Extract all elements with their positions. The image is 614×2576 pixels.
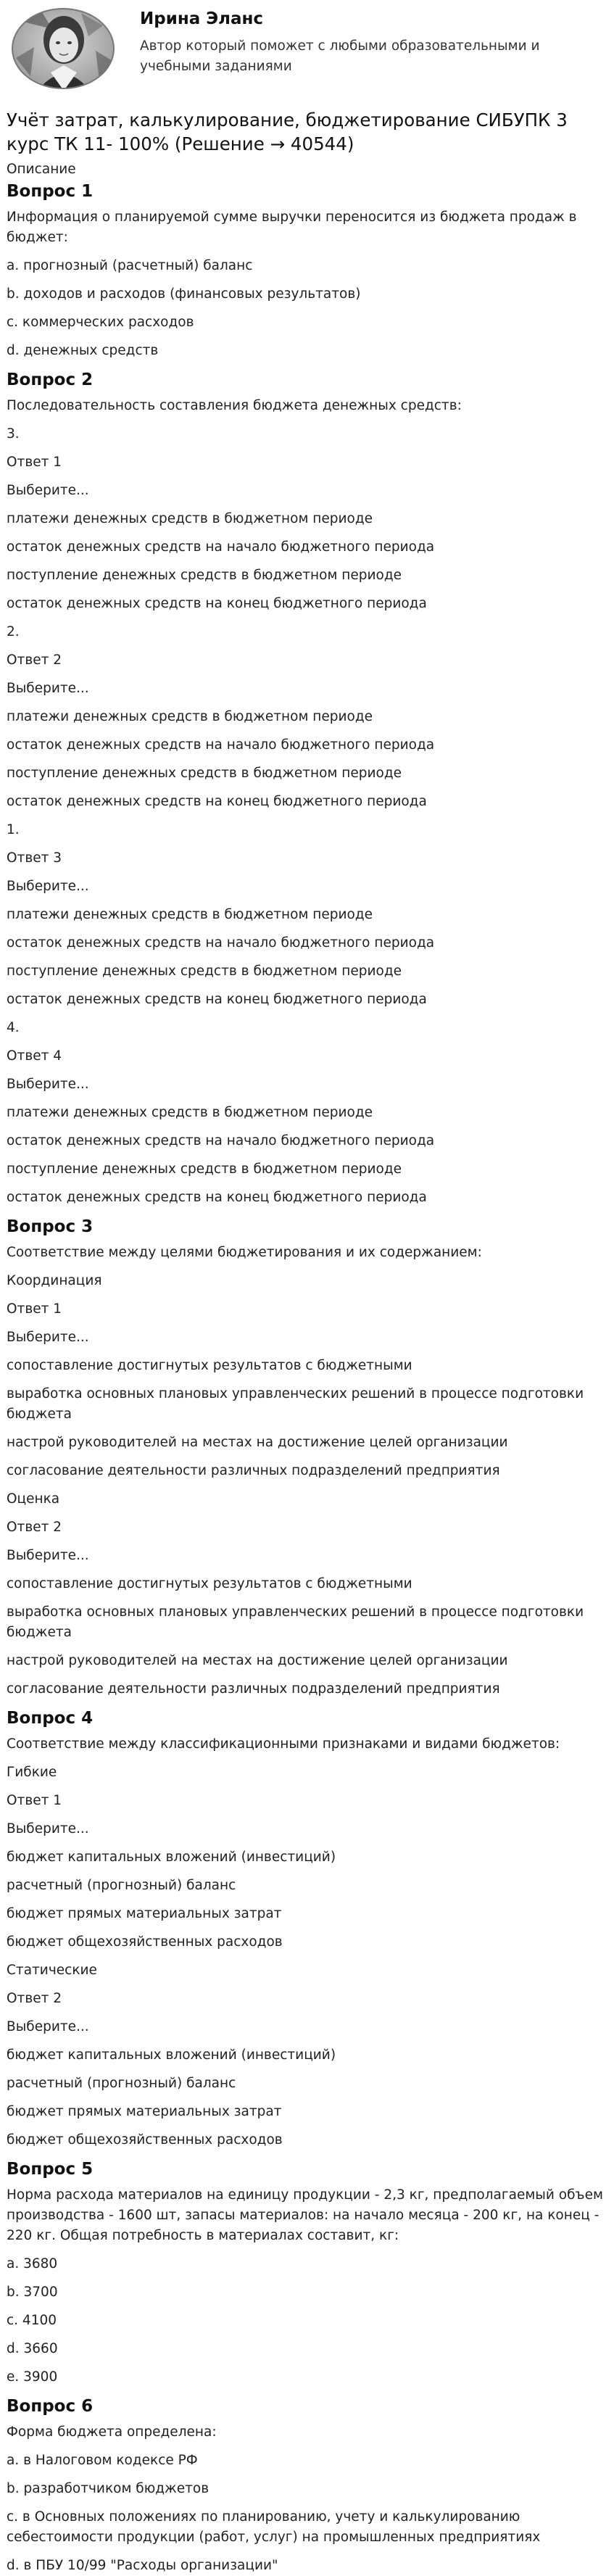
answer-line: Выберите... [7, 1548, 89, 1563]
answer-line: сопоставление достигнутых результатов с бюджетными [7, 1576, 412, 1591]
answer-line: b. 3700 [7, 2285, 58, 2300]
answer-line: бюджет общехозяйственных расходов [7, 2132, 283, 2148]
answer-line: согласование деятельности различных подразделений предприятия [7, 1463, 500, 1478]
answer-line: Статические [7, 1963, 97, 1978]
questions-list [7, 181, 607, 2576]
answer-line: поступление денежных средств в бюджетном периоде [7, 766, 402, 781]
answer-line: расчетный (прогнозный) баланс [7, 2076, 236, 2091]
question-title: Вопрос 4 [7, 1709, 94, 1728]
answer-line: Выберите... [7, 1077, 89, 1092]
author-info [140, 7, 575, 77]
answer-line: остаток денежных средств на начало бюджетного периода [7, 737, 435, 753]
answer-line: выработка основных плановых управленческих решений в процессе подготовки бюджета [7, 1386, 584, 1422]
answer-line: бюджет капитальных вложений (инвестиций) [7, 1850, 336, 1865]
answer-line: 2. [7, 624, 20, 639]
answer-line: Ответ 1 [7, 455, 62, 470]
question-text: Соответствие между целями бюджетирования и их содержанием: [7, 1245, 482, 1260]
answer-line: Ответ 1 [7, 1793, 62, 1808]
answer-line: остаток денежных средств на начало бюджетного периода [7, 1133, 435, 1148]
answer-line: согласование деятельности различных подразделений предприятия [7, 1681, 500, 1697]
document-title: Учёт затрат, калькулирование, бюджетирование СИБУПК 3 курс ТК 11- 100% (Решение → 40544) [7, 109, 568, 154]
answer-line: d. 3660 [7, 2341, 58, 2356]
answer-line: Оценка [7, 1491, 60, 1507]
answer-line: бюджет прямых материальных затрат [7, 1906, 282, 1921]
answer-line: остаток денежных средств на конец бюджетного периода [7, 992, 427, 1007]
description-label: Описание [7, 162, 76, 177]
answer-line: платежи денежных средств в бюджетном периоде [7, 511, 373, 526]
answer-line: расчетный (прогнозный) баланс [7, 1878, 236, 1893]
answer-line: Ответ 2 [7, 1520, 62, 1535]
answer-line: b. доходов и расходов (финансовых результатов) [7, 286, 361, 302]
answer-line: e. 3900 [7, 2369, 58, 2385]
answer-line: остаток денежных средств на конец бюджетного периода [7, 596, 427, 611]
answer-line: Координация [7, 1273, 102, 1288]
answer-line: d. в ПБУ 10/99 "Расходы организации" [7, 2558, 278, 2573]
answer-line: поступление денежных средств в бюджетном периоде [7, 964, 402, 979]
question-text: Информация о планируемой сумме выручки переносится из бюджета продаж в бюджет: [7, 210, 577, 245]
answer-line: поступление денежных средств в бюджетном периоде [7, 568, 402, 583]
answer-line: Выберите... [7, 483, 89, 498]
answer-line: платежи денежных средств в бюджетном периоде [7, 709, 373, 724]
question-block [7, 1707, 607, 2150]
author-card [7, 0, 607, 91]
answer-line: 3. [7, 426, 20, 442]
answer-line: d. денежных средств [7, 343, 159, 358]
answer-line: платежи денежных средств в бюджетном периоде [7, 907, 373, 922]
answer-line: Выберите... [7, 879, 89, 894]
answer-line: a. 3680 [7, 2256, 58, 2271]
question-title: Вопрос 3 [7, 1217, 94, 1236]
question-title: Вопрос 6 [7, 2397, 94, 2416]
question-text: Форма бюджета определена: [7, 2424, 217, 2440]
answer-line: Ответ 1 [7, 1301, 62, 1317]
author-name[interactable]: Ирина Эланс [140, 9, 264, 28]
question-block [7, 181, 607, 361]
answer-line: остаток денежных средств на конец бюджетного периода [7, 794, 427, 809]
answer-line: поступление денежных средств в бюджетном периоде [7, 1161, 402, 1177]
answer-line: платежи денежных средств в бюджетном периоде [7, 1105, 373, 1120]
answer-line: остаток денежных средств на начало бюджетного периода [7, 539, 435, 555]
avatar-portrait-icon [9, 7, 117, 91]
question-text: Норма расхода материалов на единицу продукции - 2,3 кг, предполагаемый объем производства - 1600 шт, запасы материалов: на начало месяца - 200 кг, на конец - 220 кг. Общая потребность в материалах составит, кг: [7, 2187, 603, 2243]
answer-line: бюджет капитальных вложений (инвестиций) [7, 2047, 336, 2063]
answer-line: c. в Основных положениях по планированию, учету и калькулированию себестоимости продукции (работ, услуг) на промышленных предприятиях [7, 2509, 541, 2545]
question-text: Соответствие между классификационными признаками и видами бюджетов: [7, 1736, 560, 1752]
answer-line: c. коммерческих расходов [7, 315, 194, 330]
answer-line: остаток денежных средств на конец бюджетного периода [7, 1190, 427, 1205]
question-block [7, 369, 607, 1208]
answer-line: c. 4100 [7, 2313, 57, 2328]
question-block [7, 1216, 607, 1699]
answer-line: остаток денежных средств на начало бюджетного периода [7, 935, 435, 951]
answer-line: настрой руководителей на местах на достижение целей организации [7, 1435, 508, 1450]
answer-line: выработка основных плановых управленческих решений в процессе подготовки бюджета [7, 1604, 584, 1640]
question-text: Последовательность составления бюджета денежных средств: [7, 398, 462, 413]
answer-line: бюджет прямых материальных затрат [7, 2104, 282, 2119]
question-title: Вопрос 5 [7, 2160, 94, 2179]
answer-line: Выберите... [7, 681, 89, 696]
question-title: Вопрос 2 [7, 370, 94, 389]
answer-line: b. разработчиком бюджетов [7, 2481, 209, 2496]
answer-line: настрой руководителей на местах на достижение целей организации [7, 1653, 508, 1668]
question-block [7, 2158, 607, 2387]
answer-line: Выберите... [7, 1821, 89, 1836]
answer-line: Ответ 2 [7, 653, 62, 668]
avatar[interactable] [9, 7, 117, 91]
answer-line: a. в Налоговом кодексе РФ [7, 2453, 198, 2468]
answer-line: 1. [7, 822, 20, 837]
answer-line: Выберите... [7, 1330, 89, 1345]
author-description: Автор который поможет с любыми образовательными и учебными заданиями [140, 38, 540, 74]
answer-line: сопоставление достигнутых результатов с бюджетными [7, 1358, 412, 1373]
answer-line: Ответ 2 [7, 1991, 62, 2006]
answer-line: a. прогнозный (расчетный) баланс [7, 258, 253, 273]
question-title: Вопрос 1 [7, 182, 94, 201]
answer-line: бюджет общехозяйственных расходов [7, 1934, 283, 1950]
answer-line: Гибкие [7, 1765, 57, 1780]
answer-line: Ответ 3 [7, 850, 62, 866]
answer-line: Выберите... [7, 2019, 89, 2034]
answer-line: 4. [7, 1020, 20, 1035]
answer-line: Ответ 4 [7, 1048, 62, 1064]
